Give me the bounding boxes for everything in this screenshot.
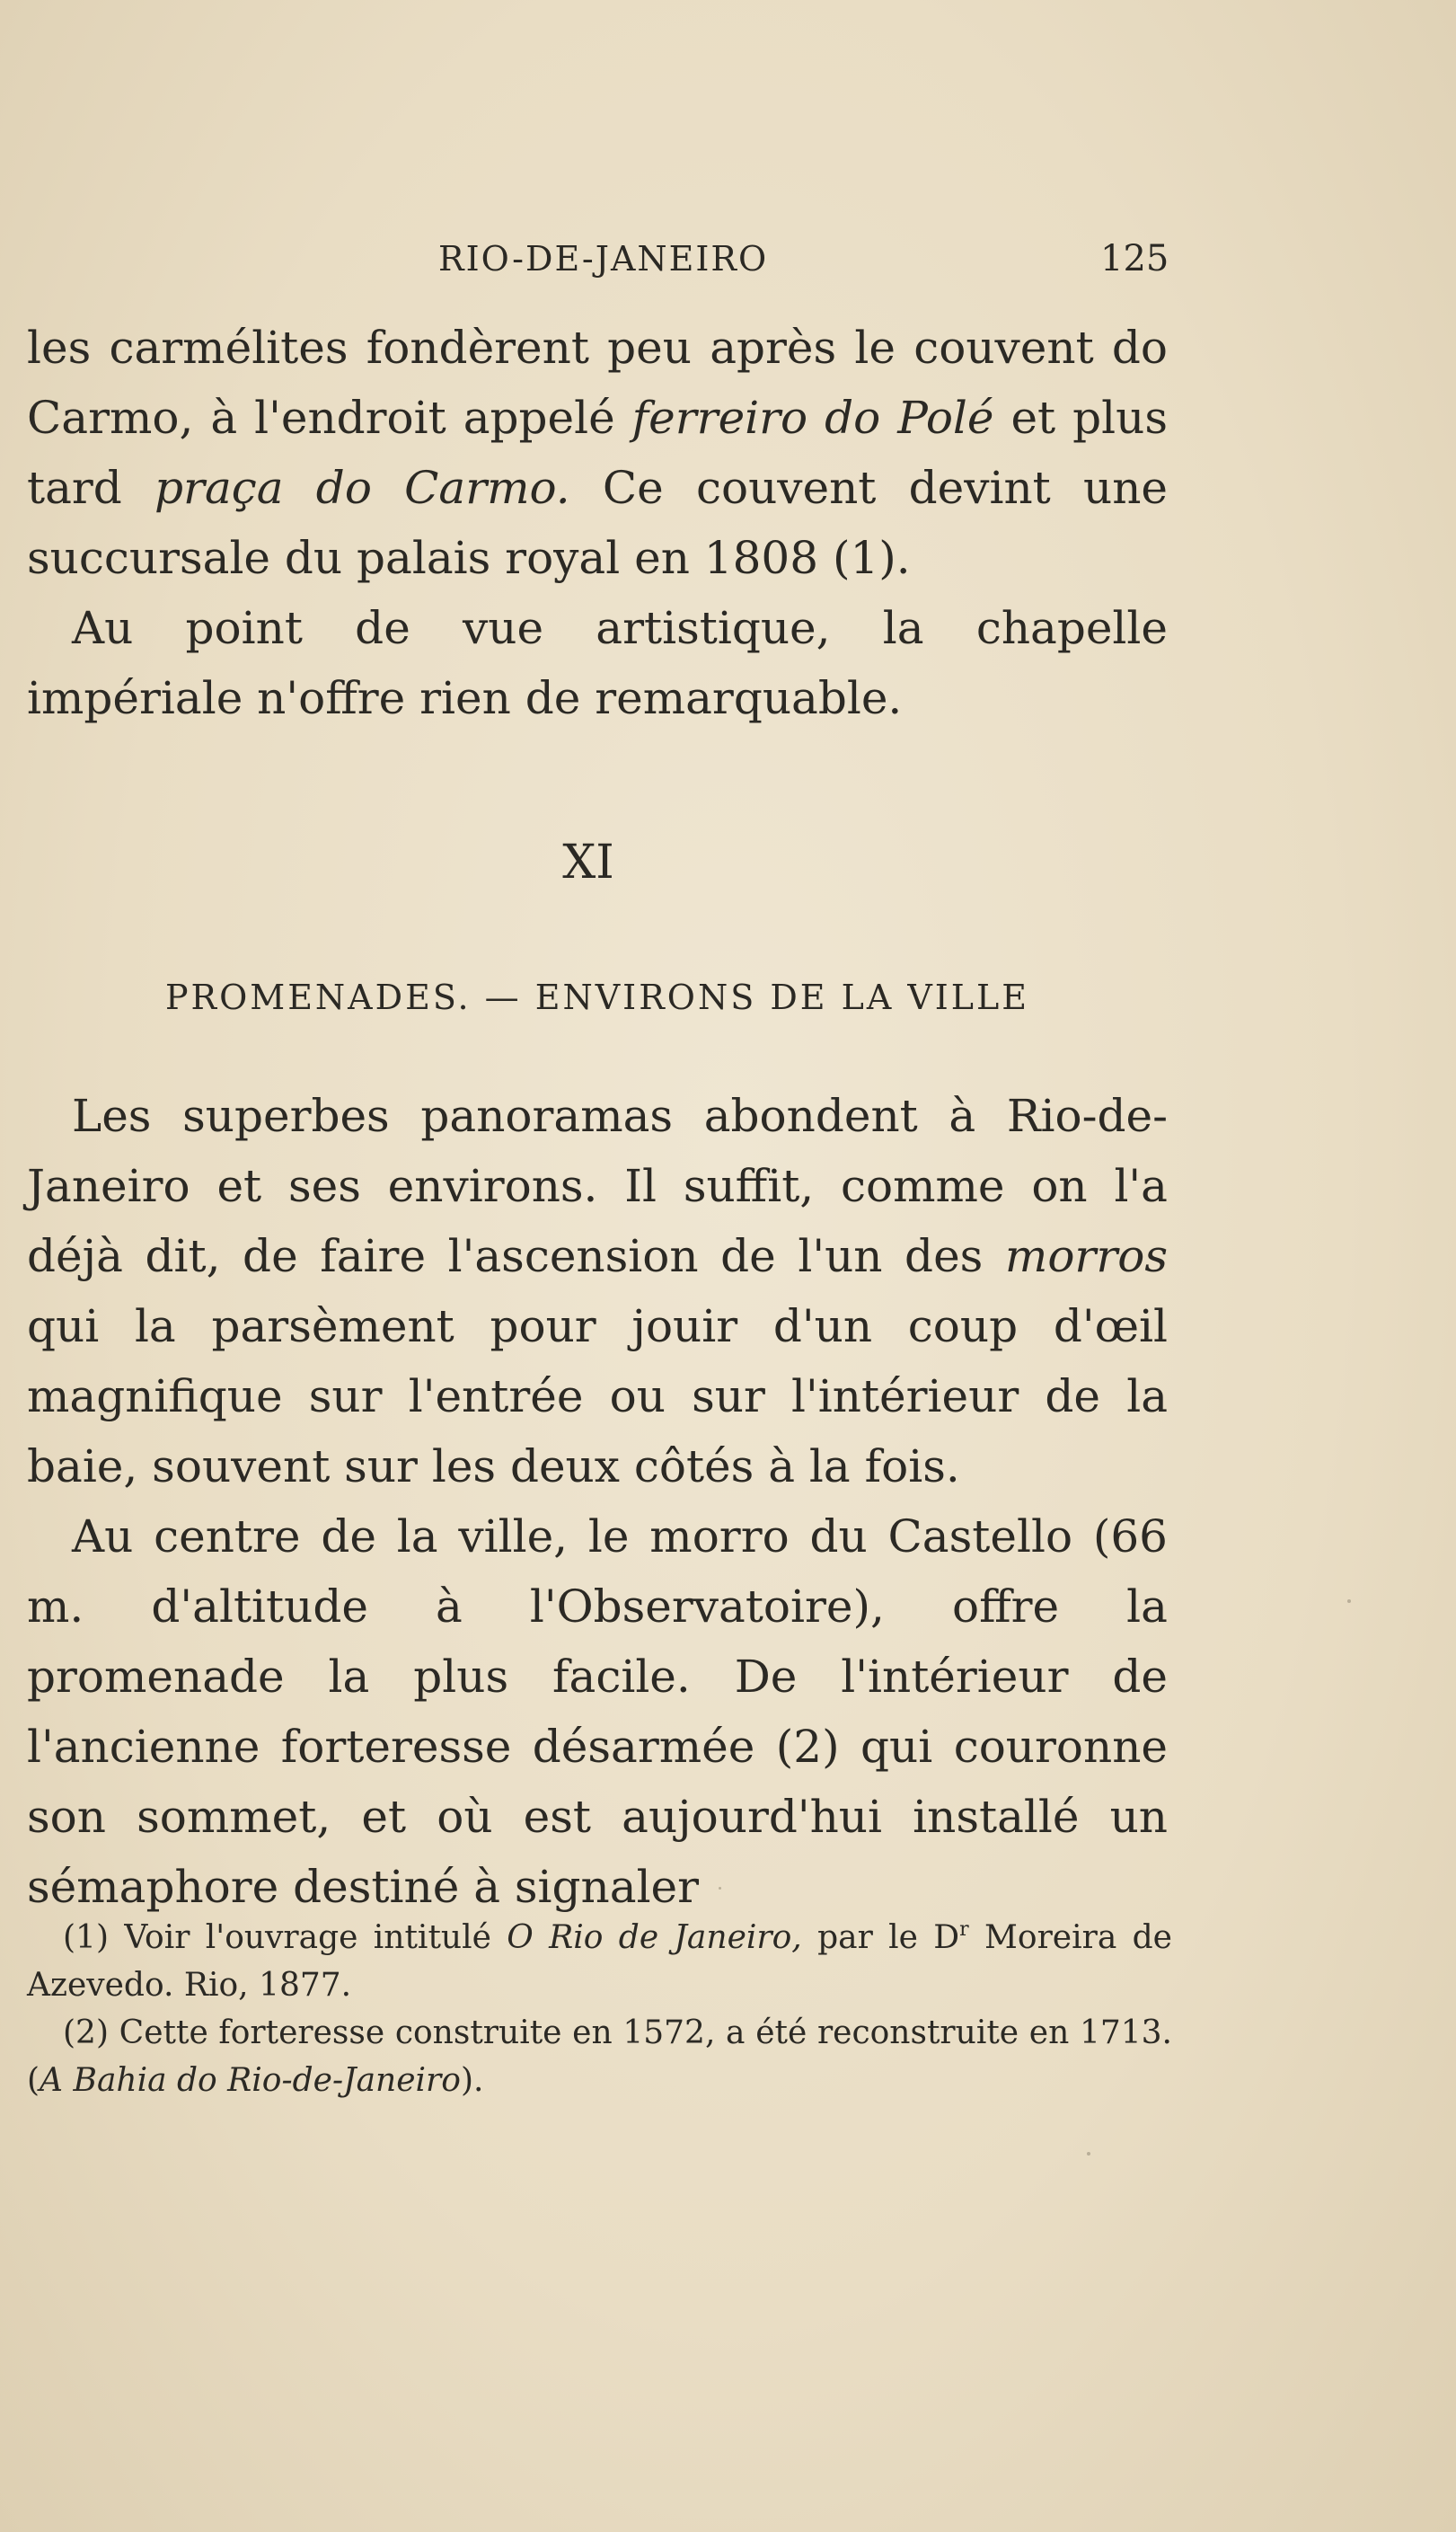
- footnote-2: [27, 2009, 1172, 2104]
- paragraph-castello: Au centre de la ville, le morro du Castello (66 m. d'altitude à l'Observatoire), offre la promenade la plus facile. De l'intérieur de l'ancienne forteresse désarmée (2) qui couronne son sommet, et où est aujourd'hui installé un sémaphore destiné à signaler: [27, 1510, 1168, 1913]
- paragraph-chapelle: Au point de vue artistique, la chapelle impériale n'offre rien de remarquable.: [27, 602, 1168, 724]
- footnotes: [27, 1914, 1172, 2104]
- footnote-text: par le D: [801, 1919, 960, 1956]
- footnote-italic: O Rio de Janeiro,: [507, 1919, 802, 1956]
- footnote-italic: A Bahia do Rio-de-Janeiro: [40, 2062, 461, 2099]
- italic-term: morros: [1004, 1230, 1168, 1282]
- footnote-text: ).: [460, 2062, 484, 2099]
- paper-speck: [1087, 2152, 1090, 2156]
- paragraph-carmelites: [27, 313, 1168, 593]
- paper-speck: [719, 1887, 721, 1890]
- paper-speck: [1347, 1599, 1351, 1603]
- text-block-chapter: [27, 1081, 1168, 1922]
- footnote-superscript: r: [959, 1918, 969, 1941]
- paragraph-text: et plus tard: [27, 392, 1168, 514]
- page-number: 125: [1100, 238, 1169, 279]
- paragraph-text: qui la parsèment pour jouir d'un coup d'œil magnifique sur l'entrée ou sur l'intérieur de la baie, souvent sur les deux côtés à la fois.: [27, 1300, 1168, 1492]
- running-head: [0, 232, 1456, 286]
- italic-place-name: ferreiro do Polé: [631, 392, 994, 444]
- paragraph-text: Les superbes panoramas abondent à Rio-de-Janeiro et ses environs. Il suffit, comme on l'a déjà dit, de faire l'ascension de l'un des: [27, 1090, 1168, 1282]
- footnote-1: [27, 1914, 1172, 2009]
- text-block-top: [27, 313, 1168, 733]
- chapter-title: PROMENADES. — ENVIRONS DE LA VILLE: [164, 978, 1030, 1017]
- running-title: RIO-DE-JANEIRO: [438, 239, 769, 279]
- paragraph-panoramas: [27, 1081, 1168, 1501]
- paragraph-text: Ce couvent devint une succursale du palais royal en 1808 (1).: [27, 462, 1168, 584]
- footnote-text: (1) Voir l'ouvrage intitulé: [63, 1919, 507, 1956]
- chapter-number: XI: [562, 836, 614, 890]
- paragraph-text: les carmélites fondèrent peu après le couvent do Carmo, à l'endroit appelé: [27, 322, 1168, 444]
- footnote-text: (2) Cette forteresse construite en 1572, a été reconstruite en 1713. (: [27, 2014, 1172, 2099]
- footnote-text: Moreira de Azevedo. Rio, 1877.: [27, 1919, 1172, 2004]
- italic-place-name: praça do Carmo.: [154, 462, 570, 514]
